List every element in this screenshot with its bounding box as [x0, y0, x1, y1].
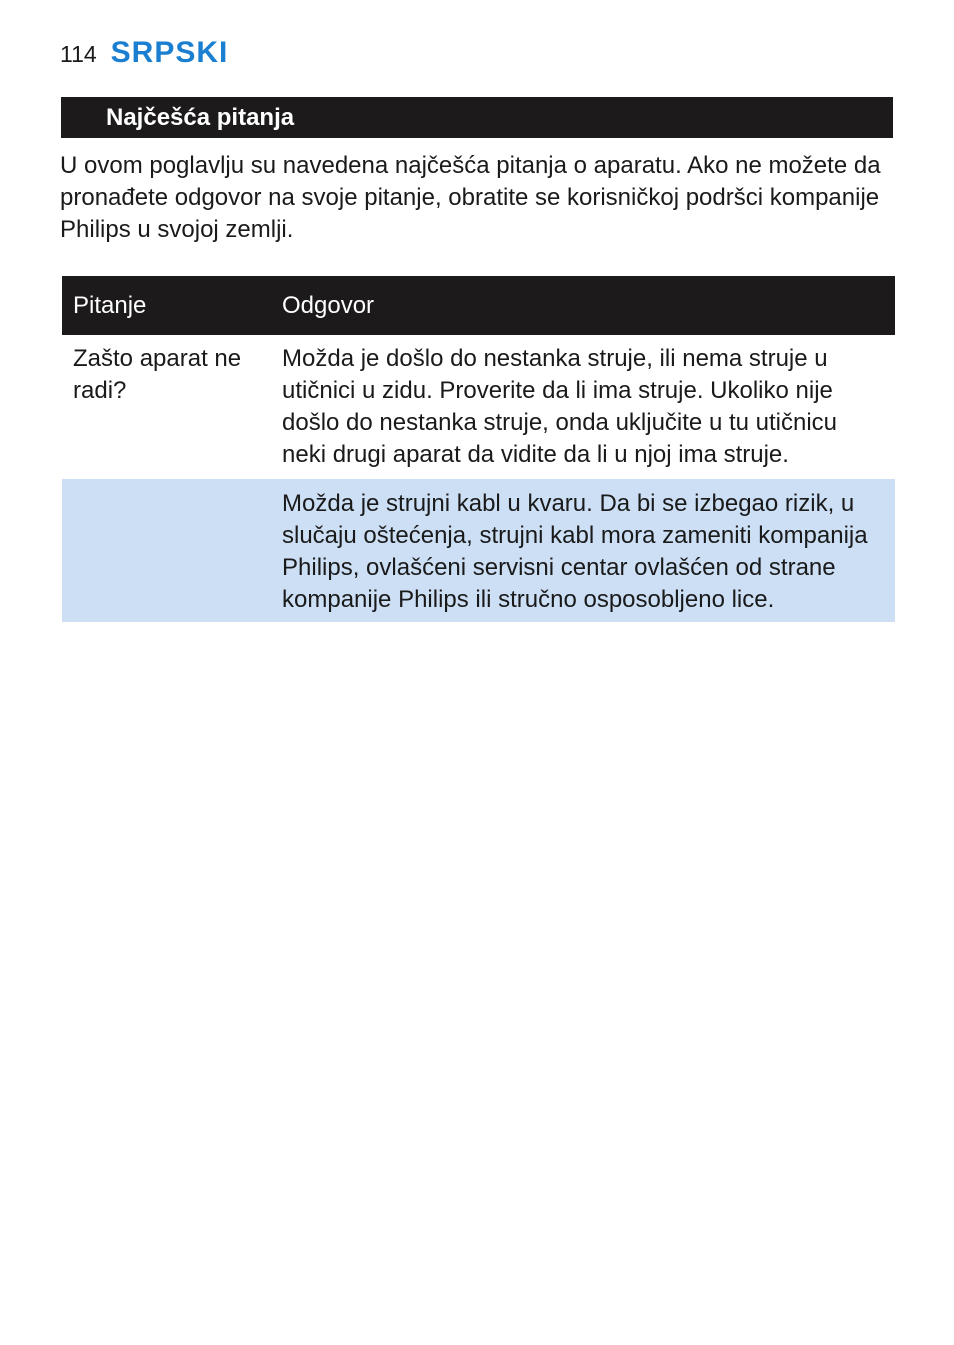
table-header-row	[62, 276, 895, 335]
language-title: SRPSKI	[110, 36, 229, 69]
section-title: Najčešća pitanja	[106, 103, 295, 131]
faq-table	[62, 276, 895, 622]
answer-cell: Možda je došlo do nestanka struje, ili nema struje u utičnici u zidu. Proverite da li ima struje. Ukoliko nije došlo do nestanka struje, onda uključite u tu utičnicu neki drugi aparat da vidite da li u njoj ima struje.	[282, 345, 838, 468]
question-cell	[62, 479, 271, 622]
header-answer: Odgovor	[282, 291, 375, 319]
table-row	[62, 479, 895, 622]
table-row	[62, 335, 895, 479]
intro-paragraph: U ovom poglavlju su navedena najčešća pitanja o aparatu. Ako ne možete da pronađete odgovor na svoje pitanje, obratite se korisničkoj podršci kompanije Philips u svojoj zemlji.	[60, 152, 881, 243]
page-header	[60, 36, 228, 72]
section-bar	[61, 97, 893, 138]
answer-cell: Možda je strujni kabl u kvaru. Da bi se izbegao rizik, u slučaju oštećenja, strujni kabl mora zameniti kompanija Philips, ovlašćeni servisni centar ovlašćen od strane kompanije Philips ili stručno osposobljeno lice.	[282, 490, 868, 613]
header-question: Pitanje	[73, 291, 147, 319]
page-number: 114	[60, 41, 97, 67]
question-cell: Zašto aparat ne radi?	[73, 345, 242, 404]
